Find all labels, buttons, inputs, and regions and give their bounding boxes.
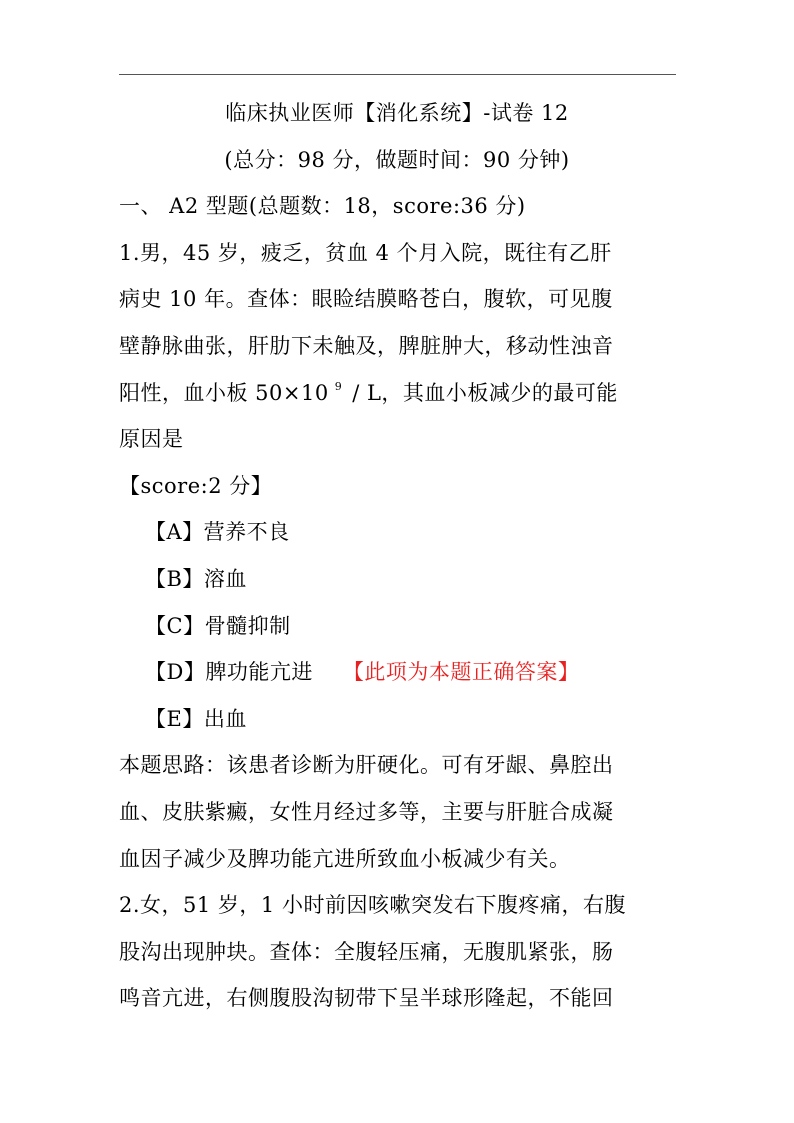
question-1-line: 原因是 <box>119 427 184 451</box>
question-1-text: 阳性，血小板 50×10 <box>119 381 329 405</box>
option-b: 【B】溶血 <box>145 567 247 591</box>
exam-summary: (总分：98 分，做题时间：90 分钟) <box>224 148 570 172</box>
option-d <box>145 657 579 687</box>
explanation-line: 本题思路：该患者诊断为肝硬化。可有牙龈、鼻腔出 <box>119 753 614 777</box>
question-1-line: 壁静脉曲张，肝肋下未触及，脾脏肿大，移动性浊音 <box>119 334 614 358</box>
question-1-line: 病史 10 年。查体：眼睑结膜略苍白，腹软，可见腹 <box>119 287 613 311</box>
question-1-line <box>119 378 618 412</box>
option-e: 【E】出血 <box>145 707 247 731</box>
option-c: 【C】骨髓抑制 <box>145 614 291 638</box>
header-rule <box>119 74 676 75</box>
option-d-label: 【D】脾功能亢进 <box>145 660 313 684</box>
question-2-line: 2.女，51 岁，1 小时前因咳嗽突发右下腹疼痛，右腹 <box>119 893 626 917</box>
explanation-line: 血、皮肤紫癜，女性月经过多等，主要与肝脏合成凝 <box>119 800 614 824</box>
option-a: 【A】营养不良 <box>145 520 290 544</box>
question-1-score: 【score:2 分】 <box>119 474 273 498</box>
section-heading: 一、 A2 型题(总题数：18，score:36 分) <box>119 194 526 218</box>
question-1-line: 1.男，45 岁，疲乏，贫血 4 个月入院，既往有乙肝 <box>119 241 612 265</box>
exam-title: 临床执业医师【消化系统】-试卷 12 <box>225 101 569 125</box>
correct-answer-mark: 【此项为本题正确答案】 <box>342 660 580 684</box>
question-1-text: / L，其血小板减少的最可能 <box>352 381 618 405</box>
explanation-line: 血因子减少及脾功能亢进所致血小板减少有关。 <box>119 847 571 871</box>
superscript-exponent: 9 <box>334 380 343 393</box>
question-2-line: 股沟出现肿块。查体：全腹轻压痛，无腹肌紧张，肠 <box>119 940 614 964</box>
question-2-line: 鸣音亢进，右侧腹股沟韧带下呈半球形隆起，不能回 <box>119 986 614 1010</box>
